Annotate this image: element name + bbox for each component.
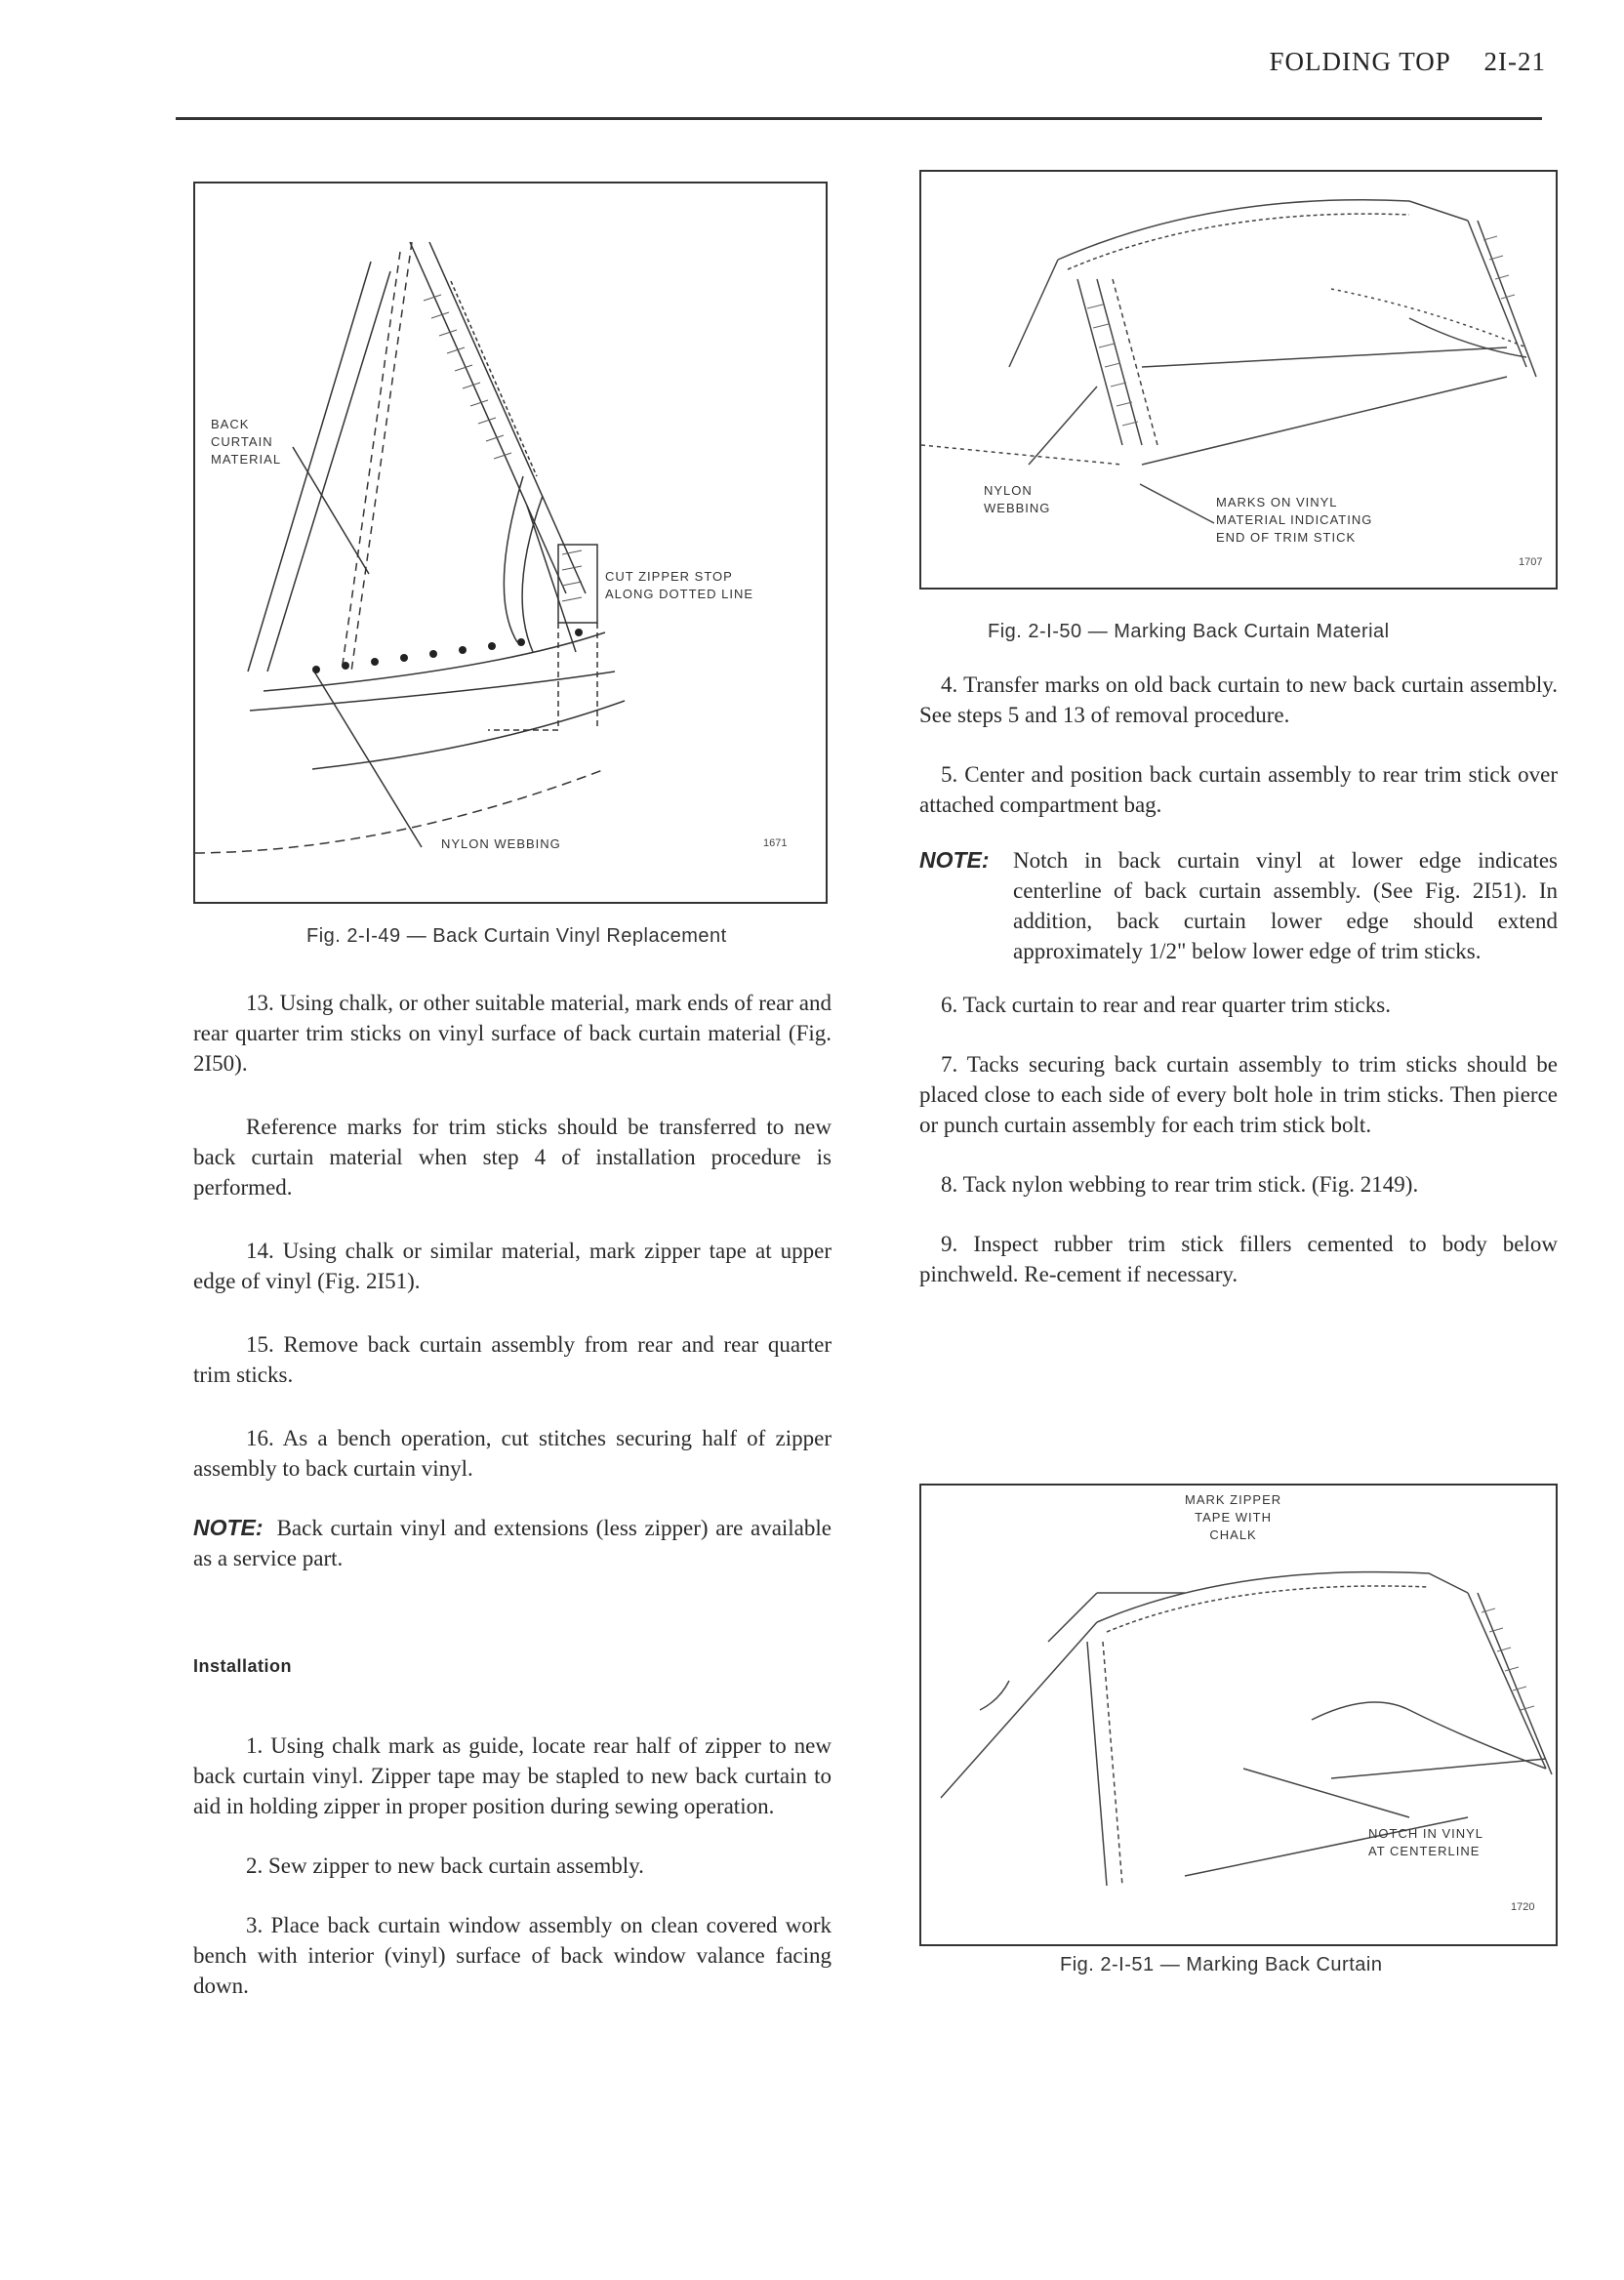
page-header <box>1269 47 1546 77</box>
back-curtain-diagram <box>195 183 826 902</box>
note-label: NOTE: <box>919 847 990 873</box>
step-13: 13. Using chalk, or other suitable material, mark ends of rear and rear quarter trim sticks on vinyl surface of back curtain material (Fig. 2I50). <box>193 991 832 1076</box>
note-text: Notch in back curtain vinyl at lower edge indicates centerline of back curtain assembly. (See Fig. 2I51). In addition, back curtain lower edge should extend approximately 1/2" below lower edge of trim sticks. <box>1013 848 1558 963</box>
marking-back-curtain-diagram <box>921 1486 1556 1944</box>
label-cut-zipper-stop: CUT ZIPPER STOP ALONG DOTTED LINE <box>605 569 754 601</box>
note-centerline <box>919 845 1558 966</box>
header-rule <box>176 117 1542 120</box>
label-nylon-webbing: NYLON WEBBING <box>441 836 561 851</box>
installation-step-2: 2. Sew zipper to new back curtain assembly. <box>246 1853 644 1878</box>
figure-caption-49: Fig. 2-I-49 — Back Curtain Vinyl Replacement <box>306 925 727 947</box>
label-back-curtain: BACK CURTAIN MATERIAL <box>211 417 282 467</box>
figure-2-1-50 <box>919 170 1558 590</box>
step-15: 15. Remove back curtain assembly from rear and rear quarter trim sticks. <box>193 1332 832 1387</box>
installation-heading: Installation <box>193 1656 293 1676</box>
installation-step-7: 7. Tacks securing back curtain assembly to trim sticks should be placed close to each side of every bolt hole in trim sticks. Then pierce or punch curtain assembly for each trim stick bolt. <box>919 1052 1558 1137</box>
note-label: NOTE: <box>193 1515 264 1540</box>
right-column <box>919 670 1558 1289</box>
label-notch-in-vinyl: NOTCH IN VINYL AT CENTERLINE <box>1368 1826 1484 1858</box>
installation-step-5: 5. Center and position back curtain assembly to rear trim stick over attached compartment bag. <box>919 762 1558 817</box>
installation-step-9: 9. Inspect rubber trim stick fillers cemented to body below pinchweld. Re-cement if necessary. <box>919 1232 1558 1286</box>
label-marks-on-vinyl: MARKS ON VINYL MATERIAL INDICATING END OF TRIM STICK <box>1216 495 1373 545</box>
step-13-reference: Reference marks for trim sticks should be transferred to new back curtain material when step 4 of installation procedure is performed. <box>193 1115 832 1200</box>
note-service-part <box>193 1513 832 1573</box>
page-number: 2I-21 <box>1483 47 1546 76</box>
installation-step-1: 1. Using chalk mark as guide, locate rear half of zipper to new back curtain vinyl. Zipper tape may be stapled to new back curtain to aid in holding zipper in proper position during sewing operation. <box>193 1733 832 1818</box>
installation-step-3: 3. Place back curtain window assembly on clean covered work bench with interior (vinyl) surface of back window valance facing down. <box>193 1913 832 1998</box>
figure-number: 1707 <box>1519 556 1543 568</box>
section-title: FOLDING TOP <box>1269 47 1451 76</box>
note-text: Back curtain vinyl and extensions (less zipper) are available as a service part. <box>193 1516 832 1570</box>
left-column <box>193 988 832 2001</box>
label-mark-zipper-tape: MARK ZIPPER TAPE WITH CHALK <box>1185 1492 1282 1542</box>
figure-2-1-49 <box>193 182 828 904</box>
step-14: 14. Using chalk or similar material, mark zipper tape at upper edge of vinyl (Fig. 2I51). <box>193 1239 832 1293</box>
figure-number: 1671 <box>763 837 788 849</box>
label-nylon-webbing: NYLON WEBBING <box>984 483 1051 515</box>
figure-caption-51: Fig. 2-I-51 — Marking Back Curtain <box>1060 1954 1383 1975</box>
figure-number: 1720 <box>1511 1901 1535 1913</box>
installation-step-4: 4. Transfer marks on old back curtain to new back curtain assembly. See steps 5 and 13 of removal procedure. <box>919 672 1558 727</box>
installation-step-6: 6. Tack curtain to rear and rear quarter trim sticks. <box>941 993 1391 1017</box>
figure-caption-50: Fig. 2-I-50 — Marking Back Curtain Material <box>988 621 1390 642</box>
installation-step-8: 8. Tack nylon webbing to rear trim stick. (Fig. 2149). <box>941 1172 1419 1197</box>
step-16: 16. As a bench operation, cut stitches securing half of zipper assembly to back curtain vinyl. <box>193 1426 832 1481</box>
figure-2-1-51 <box>919 1484 1558 1946</box>
